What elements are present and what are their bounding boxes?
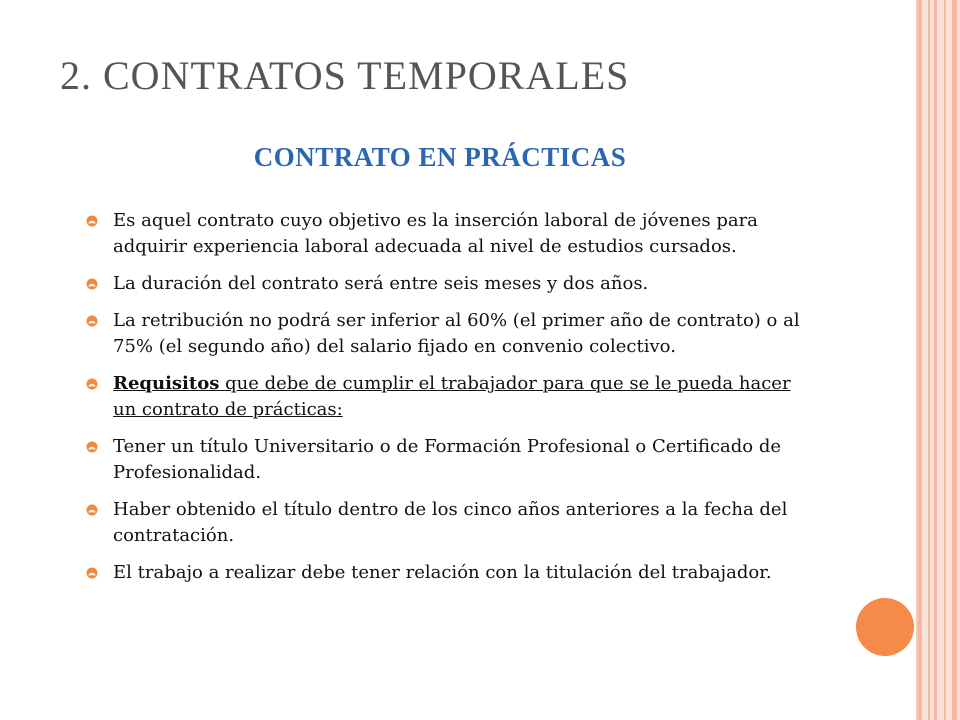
sunburst-bullet-icon xyxy=(86,441,98,453)
sunburst-bullet-icon xyxy=(86,315,98,327)
requisitos-text: que debe de cumplir el trabajador para que se le pueda hacer un contrato de prácticas: xyxy=(113,373,791,420)
sunburst-bullet-icon xyxy=(86,504,98,516)
sunburst-bullet-icon xyxy=(86,278,98,290)
decorative-circle xyxy=(856,598,914,656)
bullet-item xyxy=(86,308,816,360)
bullet-item xyxy=(86,497,816,549)
bullet-item xyxy=(86,434,816,486)
sunburst-bullet-icon xyxy=(86,215,98,227)
requisitos-label: Requisitos xyxy=(113,373,220,394)
stripe xyxy=(928,0,930,720)
bullet-text: Es aquel contrato cuyo objetivo es la inserción laboral de jóvenes para adquirir experiencia laboral adecuada al nivel de estudios cursados. xyxy=(113,210,758,257)
bullet-list xyxy=(86,208,816,597)
decorative-stripes xyxy=(918,0,960,720)
stripe xyxy=(934,0,937,720)
bullet-text: Haber obtenido el título dentro de los cinco años anteriores a la fecha del contratación. xyxy=(113,499,788,546)
bullet-item xyxy=(86,560,816,586)
sunburst-bullet-icon xyxy=(86,378,98,390)
sunburst-bullet-icon xyxy=(86,567,98,579)
frame-divider xyxy=(916,0,918,720)
bullet-item-requisitos xyxy=(86,371,816,423)
bullet-item xyxy=(86,271,816,297)
slide-subtitle: CONTRATO EN PRÁCTICAS xyxy=(253,142,627,172)
stripe xyxy=(952,0,957,720)
bullet-text: Tener un título Universitario o de Formación Profesional o Certificado de Profesionalidad. xyxy=(113,436,782,483)
slide-title: 2. CONTRATOS TEMPORALES xyxy=(60,53,630,98)
stripe xyxy=(944,0,946,720)
bullet-text: La duración del contrato será entre seis meses y dos años. xyxy=(113,273,649,294)
bullet-text: La retribución no podrá ser inferior al 60% (el primer año de contrato) o al 75% (el segundo año) del salario fijado en convenio colectivo. xyxy=(113,310,800,357)
bullet-item xyxy=(86,208,816,260)
bullet-text: El trabajo a realizar debe tener relación con la titulación del trabajador. xyxy=(113,562,772,583)
stripe xyxy=(918,0,922,720)
